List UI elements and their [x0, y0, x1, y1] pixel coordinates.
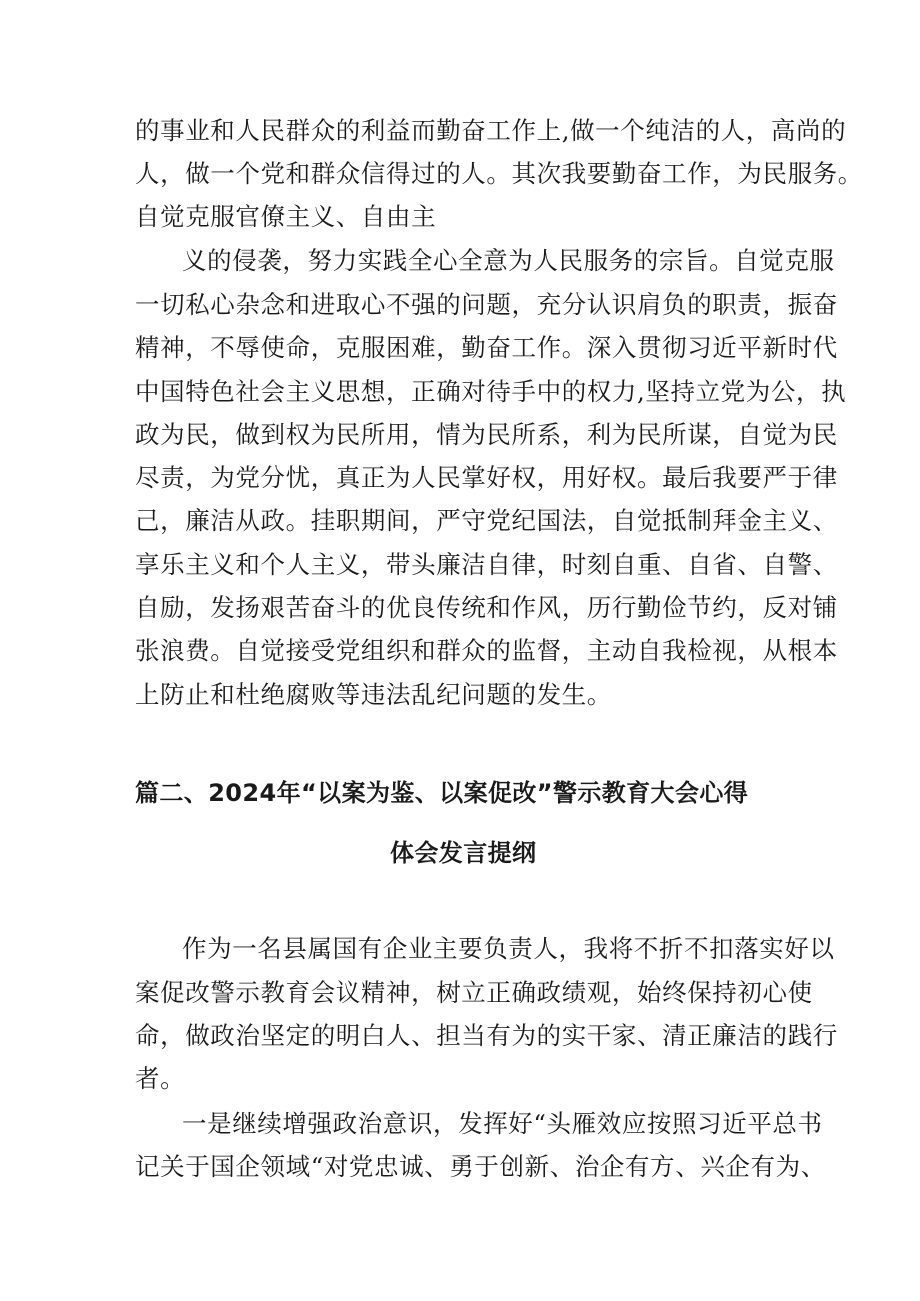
- paragraph-3-line-1: 作为一名县属国有企业主要负责人，我将不折不扣落实好以: [182, 934, 835, 963]
- paragraph-2-line-7: 己，廉洁从政。挂职期间，严守党纪国法，自觉抵制拜金主义、: [135, 506, 838, 535]
- paragraph-2-line-5: 政为民，做到权为民所用，情为民所系，利为民所谋，自觉为民: [135, 420, 838, 449]
- paragraph-2-line-4: 中国特色社会主义思想，正确对待手中的权力,坚持立党为公，执: [135, 377, 847, 406]
- paragraph-2-line-1: 义的侵袭，努力实践全心全意为人民服务的宗旨。自觉克服: [182, 246, 835, 275]
- paragraph-3-line-2: 案促改警示教育会议精神，树立正确政绩观，始终保持初心使: [135, 978, 813, 1007]
- paragraph-1-line-3: 自觉克服官僚主义、自由主: [135, 202, 437, 231]
- paragraph-2-line-8: 享乐主义和个人主义，带头廉洁自律，时刻自重、自省、自警、: [135, 550, 838, 579]
- paragraph-4-line-1: 一是继续增强政治意识，发挥好“头雁效应按照习近平总书: [182, 1109, 823, 1138]
- paragraph-2-line-10: 张浪费。自觉接受党组织和群众的监督，主动自我检视，从根本: [135, 636, 838, 665]
- paragraph-1-line-1: 的事业和人民群众的利益而勤奋工作上,做一个纯洁的人，高尚的: [135, 116, 847, 145]
- paragraph-2-line-9: 自励，发扬艰苦奋斗的优良传统和作风，历行勤俭节约，反对铺: [135, 593, 838, 622]
- paragraph-3-line-4: 者。: [135, 1064, 186, 1093]
- paragraph-3-line-3: 命，做政治坚定的明白人、担当有为的实干家、清正廉洁的践行: [135, 1021, 838, 1050]
- paragraph-1-line-2: 人，做一个党和群众信得过的人。其次我要勤奋工作，为民服务。: [135, 159, 863, 188]
- paragraph-2-line-11: 上防止和杜绝腐败等违法乱纪问题的发生。: [135, 680, 612, 709]
- paragraph-2-line-2: 一切私心杂念和进取心不强的问题，充分认识肩负的职责，振奋: [135, 290, 838, 319]
- paragraph-4-line-2: 记关于国企领域“对党忠诚、勇于创新、治企有方、兴企有为、: [135, 1152, 826, 1181]
- paragraph-2-line-3: 精神，不辱使命，克服困难，勤奋工作。深入贯彻习近平新时代: [135, 333, 838, 362]
- section-title-line-1: 篇二、2024年“以案为鉴、以案促改”警示教育大会心得: [135, 779, 749, 807]
- paragraph-2-line-6: 尽责，为党分忧，真正为人民掌好权，用好权。最后我要严于律: [135, 463, 838, 492]
- section-title-line-2: 体会发言提纲: [390, 839, 537, 867]
